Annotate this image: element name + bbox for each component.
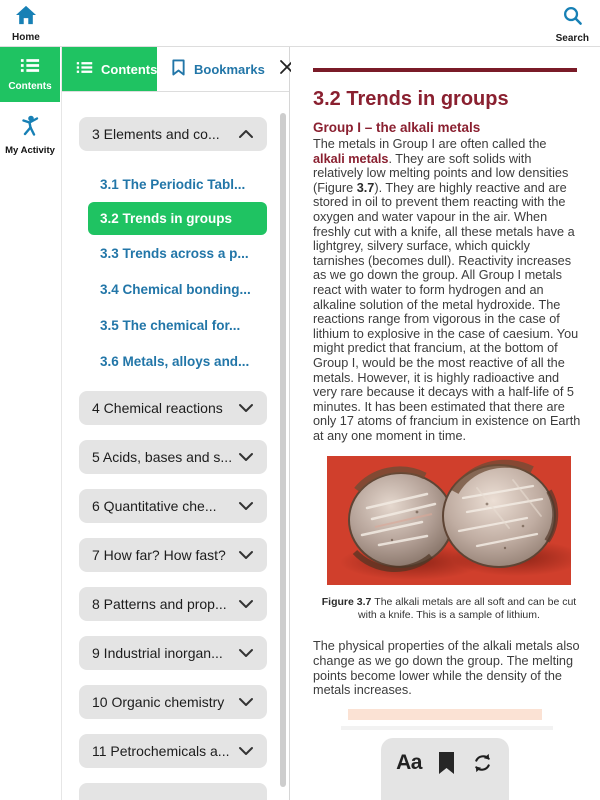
chevron-down-icon (238, 596, 254, 612)
toc-chapter-4[interactable] (79, 391, 267, 425)
tab-contents[interactable] (62, 47, 157, 91)
toc-section-3-6[interactable] (79, 343, 267, 379)
home-label: Home (12, 32, 40, 43)
contents-list-icon (20, 58, 40, 78)
toc-section-label: 3.2 Trends in groups (100, 211, 233, 226)
activity-person-icon (18, 114, 42, 143)
left-rail (0, 47, 60, 800)
toc-chapter-label: 8 Patterns and prop... (92, 596, 227, 612)
toc-chapter-7[interactable] (79, 538, 267, 572)
toc-section-label: 3.1 The Periodic Tabl... (100, 176, 246, 192)
top-bar (0, 0, 600, 47)
toc-chapter-3[interactable] (79, 117, 267, 151)
figure-3-7 (321, 456, 577, 622)
bookmark-page-button[interactable] (437, 751, 456, 780)
tab-bookmarks-label: Bookmarks (194, 61, 265, 77)
chevron-down-icon (238, 449, 254, 465)
toc-chapter-11[interactable] (79, 734, 267, 768)
toc-chapter-label: 4 Chemical reactions (92, 400, 223, 416)
toc-chapter-label: 9 Industrial inorgan... (92, 645, 223, 661)
chevron-down-icon (238, 694, 254, 710)
toc-section-label: 3.4 Chemical bonding... (100, 281, 251, 297)
toc-section-3-3[interactable] (79, 235, 267, 271)
toc-chapter-partial[interactable] (79, 783, 267, 800)
chevron-down-icon (238, 400, 254, 416)
search-icon (562, 5, 583, 31)
reader-toolbar (381, 738, 509, 800)
home-button[interactable] (12, 5, 40, 43)
toc-chapter-10[interactable] (79, 685, 267, 719)
toc-chapter-label: 11 Petrochemicals a... (92, 743, 230, 759)
toc-chapter-8[interactable] (79, 587, 267, 621)
body-paragraph-2: The physical properties of the alkali metals also change as we go down the group. The melting points become lower while the density of the metals increases. (313, 639, 580, 698)
section-subheading: Group I – the alkali metals (313, 120, 481, 135)
sync-button[interactable] (471, 751, 494, 780)
my-activity-label: My Activity (5, 145, 55, 156)
highlight-bar (348, 709, 542, 720)
chevron-down-icon (238, 743, 254, 759)
tab-contents-label: Contents (101, 61, 158, 77)
figure-caption: Figure 3.7 The alkali metals are all soft and can be cut with a knife. This is a sample of lithium. (321, 596, 577, 622)
rail-contents-button[interactable] (0, 47, 60, 102)
bookmark-filled-icon (437, 751, 456, 780)
toc-chapter-label: 3 Elements and co... (92, 126, 220, 142)
toc-chapter-label: 6 Quantitative che... (92, 498, 217, 514)
page-title: 3.2 Trends in groups (313, 88, 509, 110)
contents-panel (61, 47, 290, 800)
toc-section-3-1[interactable] (79, 166, 267, 202)
toc-chapter-label: 5 Acids, bases and s... (92, 449, 233, 465)
reading-pane (291, 47, 600, 800)
toc-chapter-3-sections (79, 166, 267, 379)
section-divider-rule (313, 68, 577, 72)
toc-section-3-2-active[interactable] (88, 202, 267, 235)
search-label: Search (555, 33, 589, 44)
panel-scrollbar[interactable] (280, 113, 286, 787)
my-activity-button[interactable] (0, 114, 60, 156)
toc-chapter-label: 10 Organic chemistry (92, 694, 225, 710)
toc-chapter-9[interactable] (79, 636, 267, 670)
sync-icon (471, 751, 494, 780)
rail-contents-label: Contents (8, 80, 52, 92)
toc-section-label: 3.6 Metals, alloys and... (100, 353, 250, 369)
body-paragraph-1: The metals in Group I are often called the alkali metals. They are soft solids with relatively low melting points and low densities (Figure 3.7). They are highly reactive and are stored in oil to prevent them reacting with the oxygen and water vapour in the air. When freshly cut with a knife, all these metals have a lightgrey, silvery surface, which quickly tarnishes (becomes dull). Reactivity increases as we go down the group. All Group I metals react with water to form hydrogen and an alkaline solution of the metal hydroxide. The reactions range from vigorous in the case of lithium to explosive in the case of caesium. You might predict that francium, at the bottom of Group I, would be the most reactive of all the metals. However, it is highly radioactive and very rare because it decays with a half-life of 5 minutes. It has been estimated that there are only 17 atoms of francium in existence on Earth at any one moment in time. (313, 137, 581, 443)
toc-section-label: 3.3 Trends across a p... (100, 245, 249, 261)
faint-divider (341, 726, 553, 730)
chevron-up-icon (238, 126, 254, 142)
font-size-button[interactable]: Aa (396, 751, 422, 774)
toc-chapter-5[interactable] (79, 440, 267, 474)
bookmark-icon (171, 59, 186, 79)
toc-section-label: 3.5 The chemical for... (100, 317, 241, 333)
chevron-down-icon (238, 498, 254, 514)
chevron-down-icon (238, 645, 254, 661)
lithium-photo (327, 456, 571, 585)
toc-section-3-4[interactable] (79, 271, 267, 307)
panel-tab-row (62, 47, 289, 92)
toc-section-3-5[interactable] (79, 307, 267, 343)
toc-chapter-label: 7 How far? How fast? (92, 547, 226, 563)
tab-bookmarks[interactable] (157, 47, 279, 91)
contents-list-icon (76, 61, 93, 77)
toc-chapter-6[interactable] (79, 489, 267, 523)
search-button[interactable] (556, 5, 589, 44)
home-icon (15, 5, 37, 30)
chevron-down-icon (238, 547, 254, 563)
toc-list (62, 92, 289, 800)
